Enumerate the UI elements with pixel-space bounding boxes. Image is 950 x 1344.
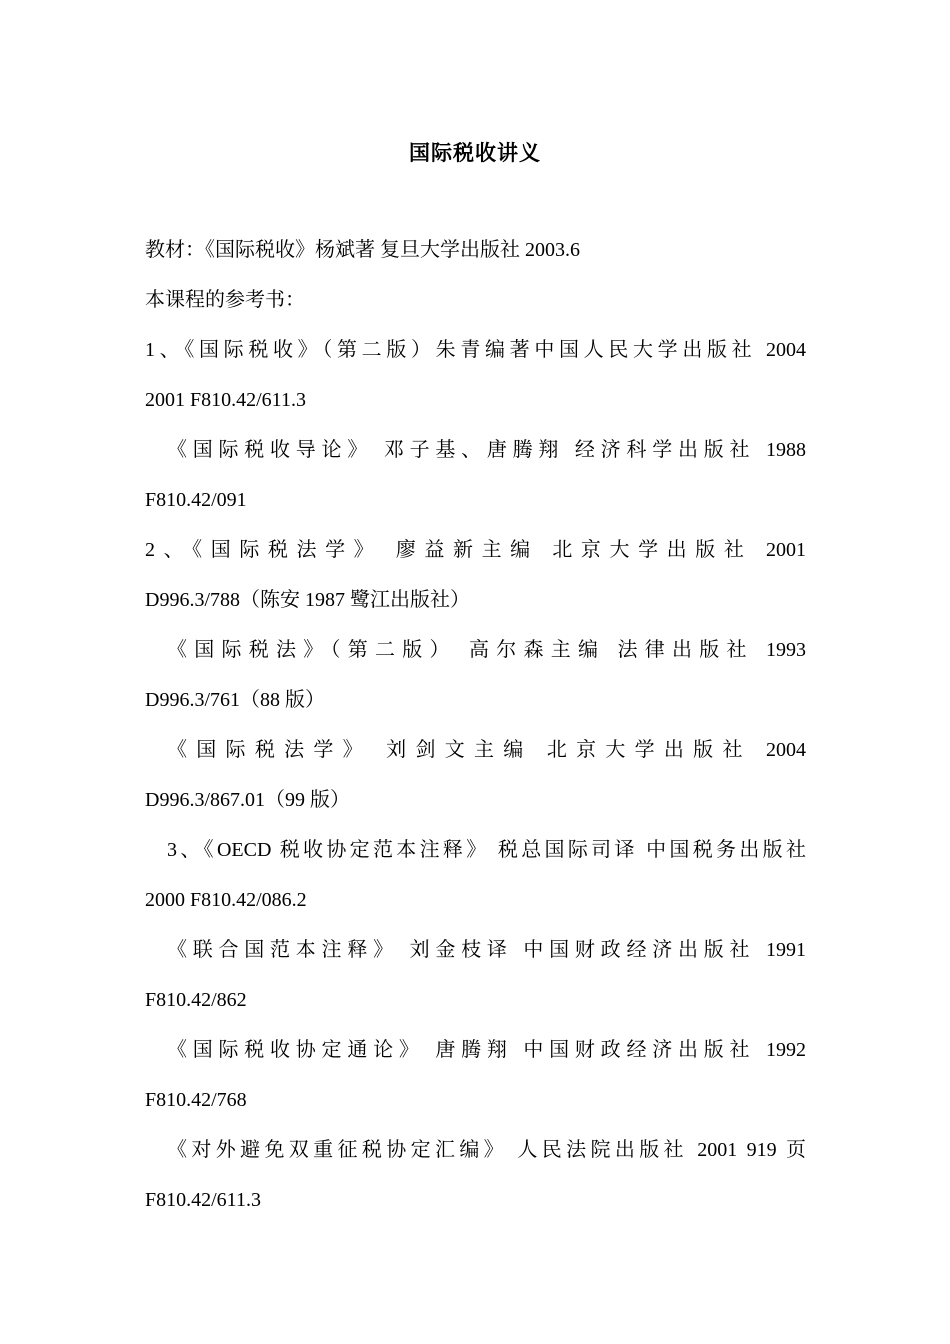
reference-line: 《联合国范本注释》 刘金枝译 中国财政经济出版社 1991 bbox=[167, 939, 806, 961]
reference-line: 《国际税法》（第二版） 高尔森主编 法律出版社 1993 bbox=[167, 639, 806, 661]
reference-line: 《国际税收导论》 邓子基、唐腾翔 经济科学出版社 1988 bbox=[167, 439, 806, 461]
reference-line: 1、《国际税收》（第二版）朱青编著中国人民大学出版社 2004 bbox=[145, 339, 806, 361]
reference-line: F810.42/091 bbox=[145, 489, 247, 511]
reference-line: 2、《国际税法学》 廖益新主编 北京大学出版社 2001 bbox=[145, 539, 806, 561]
reference-line: F810.42/862 bbox=[145, 989, 247, 1011]
reference-line: D996.3/788（陈安 1987 鹭江出版社） bbox=[145, 589, 470, 611]
reference-line: D996.3/761（88 版） bbox=[145, 689, 325, 711]
reference-line: F810.42/611.3 bbox=[145, 1189, 261, 1211]
textbook-line: 教材：《国际税收》杨斌著 复旦大学出版社 2003.6 bbox=[145, 239, 580, 261]
reference-line: 《对外避免双重征税协定汇编》 人民法院出版社 2001 919 页 bbox=[167, 1139, 806, 1161]
reference-line: 《国际税收协定通论》 唐腾翔 中国财政经济出版社 1992 bbox=[167, 1039, 806, 1061]
references-heading: 本课程的参考书： bbox=[145, 289, 305, 311]
reference-line: F810.42/768 bbox=[145, 1089, 247, 1111]
reference-line: 2001 F810.42/611.3 bbox=[145, 389, 306, 411]
document-title: 国际税收讲义 bbox=[409, 141, 541, 165]
reference-line: 3、《OECD 税收协定范本注释》 税总国际司译 中国税务出版社 bbox=[167, 839, 806, 861]
reference-line: 2000 F810.42/086.2 bbox=[145, 889, 307, 911]
reference-line: 《国际税法学》 刘剑文主编 北京大学出版社 2004 bbox=[167, 739, 806, 761]
reference-line: D996.3/867.01（99 版） bbox=[145, 789, 350, 811]
